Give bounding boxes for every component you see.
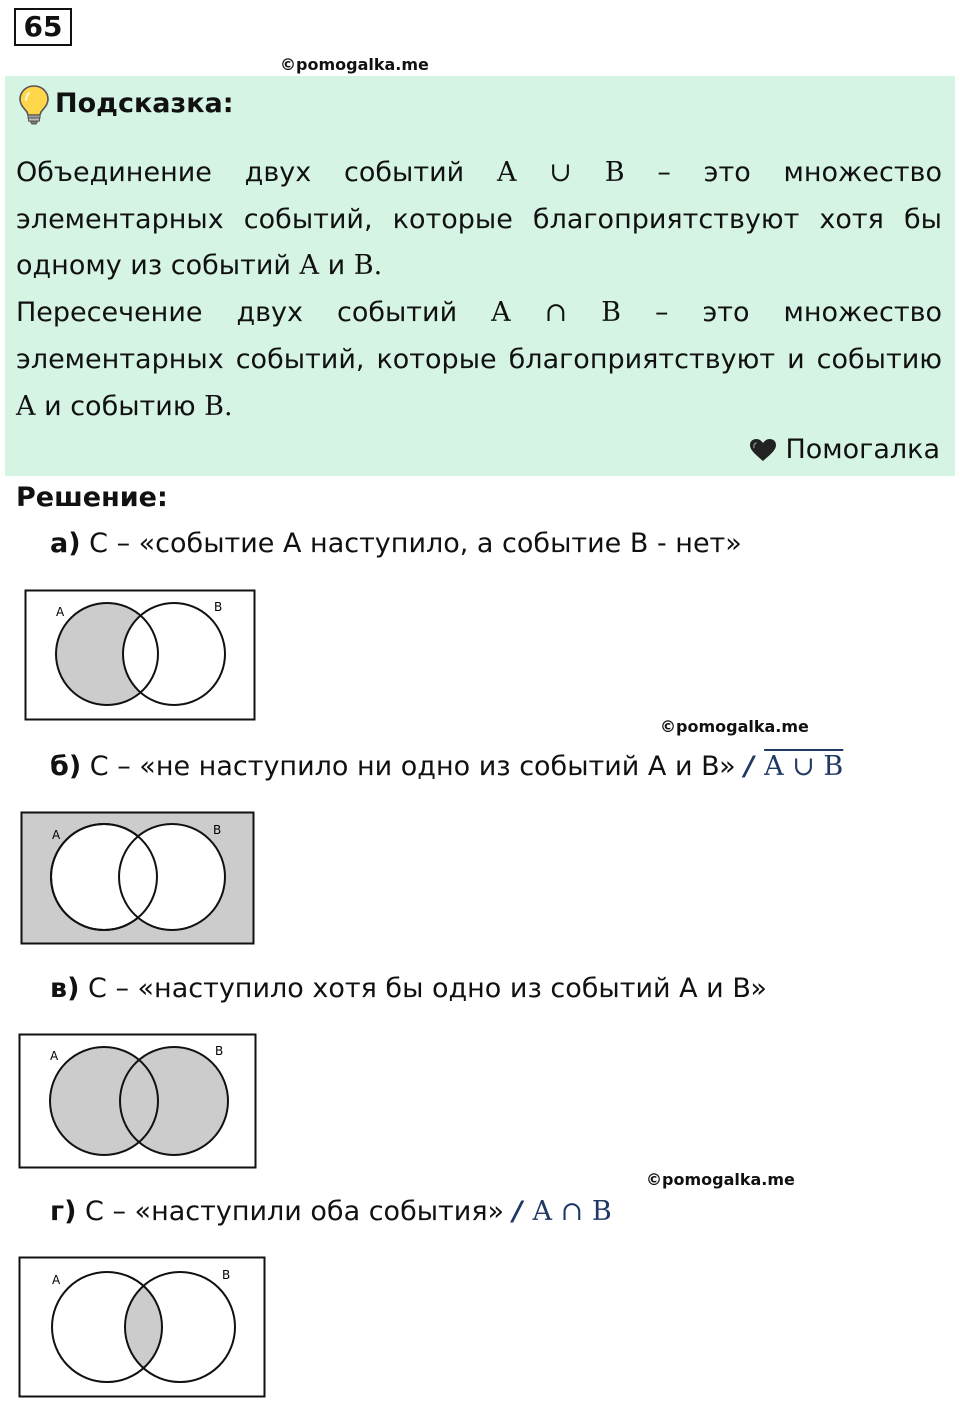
watermark: ©pomogalka.me bbox=[646, 1170, 795, 1189]
venn-diagram-d bbox=[18, 1256, 266, 1398]
hint-title: Подсказка: bbox=[55, 88, 234, 119]
venn-diagram-b bbox=[20, 811, 256, 945]
solution-title: Решение: bbox=[16, 482, 168, 513]
item-c-letter: в) bbox=[50, 973, 80, 1004]
union-text-middle: – это множество элементарных событий, которые благоприятствуют хотя бы одному из событий bbox=[16, 157, 942, 282]
watermark: ©pomogalka.me bbox=[660, 717, 809, 736]
hint-text bbox=[16, 150, 942, 430]
venn-label-a: A bbox=[52, 1273, 61, 1287]
item-a-letter: а) bbox=[50, 528, 81, 559]
item-b-slash: / bbox=[744, 751, 755, 782]
lightbulb-icon bbox=[18, 84, 50, 126]
intersection-symbol: A ∩ B bbox=[491, 297, 622, 329]
union-definition bbox=[16, 150, 942, 290]
venn-label-b: B bbox=[215, 1044, 224, 1058]
heart-icon bbox=[749, 438, 777, 462]
item-b-letter: б) bbox=[50, 751, 82, 782]
item-d-text: C – «наступили оба события» bbox=[76, 1196, 513, 1227]
venn-label-a: A bbox=[50, 1049, 59, 1063]
item-b bbox=[50, 751, 843, 782]
item-c bbox=[50, 973, 767, 1004]
union-and: и bbox=[319, 250, 354, 282]
signature-text: Помогалка bbox=[785, 434, 940, 465]
intersection-text-start: Пересечение двух событий bbox=[16, 297, 492, 329]
venn-diagram-c bbox=[18, 1033, 258, 1169]
venn-label-b: B bbox=[213, 823, 222, 837]
union-event-a: A bbox=[299, 250, 320, 282]
item-d-formula: A ∩ B bbox=[532, 1196, 612, 1227]
intersection-text-middle: – это множество элементарных событий, которые благоприятствуют и событию bbox=[16, 297, 942, 375]
item-d bbox=[50, 1196, 612, 1227]
task-number: 65 bbox=[14, 8, 72, 46]
watermark: ©pomogalka.me bbox=[280, 55, 429, 74]
item-d-letter: г) bbox=[50, 1196, 77, 1227]
venn-diagram-a bbox=[24, 589, 256, 721]
item-d-slash: / bbox=[512, 1196, 523, 1227]
intersection-definition bbox=[16, 290, 942, 430]
intersection-event-b: B. bbox=[204, 390, 233, 422]
union-event-b: B. bbox=[353, 250, 383, 282]
item-a-text: C – «событие A наступило, а событие B - нет» bbox=[80, 528, 742, 559]
intersection-and: и событию bbox=[35, 390, 205, 422]
signature bbox=[749, 434, 940, 465]
venn-label-a: A bbox=[52, 828, 61, 842]
union-text-start: Объединение двух событий bbox=[16, 157, 497, 188]
item-a bbox=[50, 528, 742, 559]
union-symbol: A ∪ B bbox=[496, 157, 625, 188]
item-c-text: C – «наступило хотя бы одно из событий A и B» bbox=[79, 973, 767, 1004]
venn-label-b: B bbox=[222, 1268, 231, 1282]
venn-label-b: B bbox=[214, 600, 223, 614]
item-b-formula: A ∪ B bbox=[764, 751, 844, 782]
intersection-event-a: A bbox=[16, 390, 36, 422]
venn-label-a: A bbox=[56, 605, 65, 619]
item-b-text: C – «не наступило ни одно из событий A и B» bbox=[81, 751, 745, 782]
